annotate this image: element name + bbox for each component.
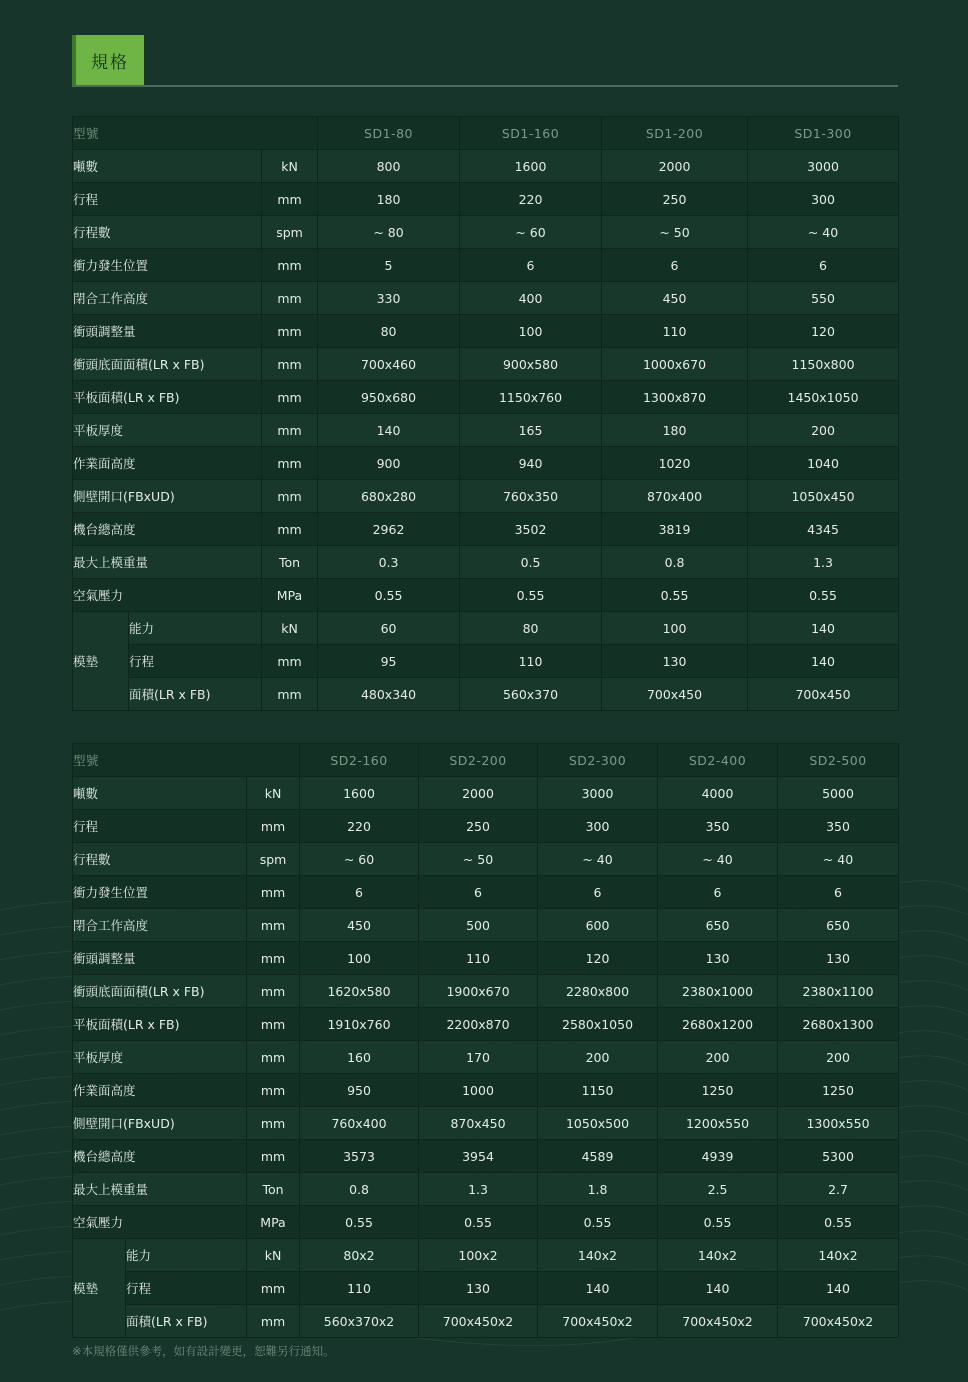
spec-value: 900 <box>318 447 460 480</box>
spec-value: 100 <box>460 315 602 348</box>
spec-label: 噸數 <box>73 150 262 183</box>
spec-unit: mm <box>262 282 318 315</box>
spec-value: 0.55 <box>748 579 899 612</box>
spec-table-sd2 <box>72 743 899 1338</box>
spec-value: 80x2 <box>300 1239 419 1272</box>
spec-value: 700x450 <box>602 678 748 711</box>
spec-label: 衝力發生位置 <box>73 249 262 282</box>
spec-value: 6 <box>538 876 658 909</box>
spec-value: 3000 <box>538 777 658 810</box>
spec-unit: mm <box>247 1074 300 1107</box>
spec-value: 130 <box>778 942 899 975</box>
spec-value: 200 <box>748 414 899 447</box>
spec-label: 平板厚度 <box>73 1041 247 1074</box>
spec-unit: mm <box>262 414 318 447</box>
spec-value: 700x450x2 <box>419 1305 538 1338</box>
table-row <box>73 414 899 447</box>
spec-value: 950 <box>300 1074 419 1107</box>
spec-unit: mm <box>262 645 318 678</box>
spec-label: 空氣壓力 <box>73 579 262 612</box>
spec-value: 950x680 <box>318 381 460 414</box>
spec-value: 1600 <box>300 777 419 810</box>
spec-value: 870x450 <box>419 1107 538 1140</box>
table-row <box>73 513 899 546</box>
spec-value: 6 <box>460 249 602 282</box>
spec-unit: Ton <box>247 1173 300 1206</box>
section-header <box>72 35 898 87</box>
sub-spec-label: 行程 <box>129 645 262 678</box>
sub-spec-label: 能力 <box>129 612 262 645</box>
spec-label: 閉合工作高度 <box>73 282 262 315</box>
spec-value: 680x280 <box>318 480 460 513</box>
spec-value: 0.55 <box>602 579 748 612</box>
spec-value: 140 <box>538 1272 658 1305</box>
table-row <box>73 777 899 810</box>
spec-value: 1050x450 <box>748 480 899 513</box>
spec-value: 80 <box>318 315 460 348</box>
spec-unit: mm <box>247 876 300 909</box>
spec-unit: Ton <box>262 546 318 579</box>
table-row <box>73 678 899 711</box>
spec-unit: spm <box>262 216 318 249</box>
sub-spec-label: 面積(LR x FB) <box>126 1305 247 1338</box>
spec-value: 3573 <box>300 1140 419 1173</box>
spec-value: 1900x670 <box>419 975 538 1008</box>
spec-value: ~ 80 <box>318 216 460 249</box>
spec-value: 300 <box>538 810 658 843</box>
spec-value: 200 <box>538 1041 658 1074</box>
spec-value: 1150x760 <box>460 381 602 414</box>
spec-unit: kN <box>247 1239 300 1272</box>
spec-value: 2.5 <box>658 1173 778 1206</box>
spec-value: 120 <box>538 942 658 975</box>
spec-value: 4000 <box>658 777 778 810</box>
table-row <box>73 282 899 315</box>
table-row <box>73 876 899 909</box>
table-row <box>73 1173 899 1206</box>
spec-label: 行程 <box>73 810 247 843</box>
spec-value: 650 <box>778 909 899 942</box>
spec-value: 170 <box>419 1041 538 1074</box>
spec-value: 5000 <box>778 777 899 810</box>
spec-value: 1150 <box>538 1074 658 1107</box>
spec-value: 1250 <box>778 1074 899 1107</box>
spec-value: 5300 <box>778 1140 899 1173</box>
model-name-header: SD1-160 <box>460 117 602 150</box>
spec-value: 0.55 <box>658 1206 778 1239</box>
table-row <box>73 150 899 183</box>
model-name-header: SD2-200 <box>419 744 538 777</box>
spec-value: 140 <box>318 414 460 447</box>
spec-value: 110 <box>419 942 538 975</box>
spec-value: 2280x800 <box>538 975 658 1008</box>
spec-unit: mm <box>247 1041 300 1074</box>
spec-value: ~ 50 <box>419 843 538 876</box>
spec-unit: mm <box>262 315 318 348</box>
spec-value: 1.3 <box>748 546 899 579</box>
table-row <box>73 480 899 513</box>
spec-value: 300 <box>748 183 899 216</box>
spec-unit: mm <box>262 513 318 546</box>
spec-value: 250 <box>419 810 538 843</box>
spec-value: 2000 <box>419 777 538 810</box>
table-row <box>73 315 899 348</box>
footnote: ※本規格僅供參考，如有設計變更，恕難另行通知。 <box>72 1344 335 1358</box>
spec-unit: mm <box>262 678 318 711</box>
table-row <box>73 942 899 975</box>
model-header-label: 型號 <box>73 117 318 150</box>
table-row <box>73 1272 899 1305</box>
spec-unit: MPa <box>247 1206 300 1239</box>
spec-value: 2200x870 <box>419 1008 538 1041</box>
spec-value: 3954 <box>419 1140 538 1173</box>
spec-value: 80 <box>460 612 602 645</box>
table-row <box>73 1107 899 1140</box>
spec-unit: mm <box>262 480 318 513</box>
spec-value: 350 <box>778 810 899 843</box>
table-row <box>73 810 899 843</box>
spec-label: 機台總高度 <box>73 1140 247 1173</box>
group-label: 模墊 <box>73 1239 126 1338</box>
table-row <box>73 975 899 1008</box>
spec-value: 700x450x2 <box>658 1305 778 1338</box>
spec-value: 200 <box>658 1041 778 1074</box>
spec-value: 2380x1000 <box>658 975 778 1008</box>
spec-value: 2380x1100 <box>778 975 899 1008</box>
spec-value: 1150x800 <box>748 348 899 381</box>
spec-label: 側壁開口(FBxUD) <box>73 480 262 513</box>
spec-value: 2000 <box>602 150 748 183</box>
spec-unit: mm <box>247 1008 300 1041</box>
table-row <box>73 1008 899 1041</box>
spec-value: 4939 <box>658 1140 778 1173</box>
spec-value: 940 <box>460 447 602 480</box>
spec-unit: mm <box>262 447 318 480</box>
spec-value: 110 <box>602 315 748 348</box>
spec-unit: mm <box>247 942 300 975</box>
table-row <box>73 843 899 876</box>
spec-value: 160 <box>300 1041 419 1074</box>
spec-value: 180 <box>602 414 748 447</box>
table-row <box>73 348 899 381</box>
spec-value: 140 <box>748 645 899 678</box>
spec-value: 2580x1050 <box>538 1008 658 1041</box>
table-header-row <box>73 117 899 150</box>
spec-value: 140 <box>658 1272 778 1305</box>
spec-value: 130 <box>658 942 778 975</box>
spec-label: 衝頭調整量 <box>73 315 262 348</box>
spec-label: 衝力發生位置 <box>73 876 247 909</box>
header-divider <box>72 85 898 87</box>
spec-value: 0.8 <box>602 546 748 579</box>
spec-value: 220 <box>300 810 419 843</box>
spec-value: 800 <box>318 150 460 183</box>
spec-value: 1040 <box>748 447 899 480</box>
table-row <box>73 546 899 579</box>
spec-value: 1910x760 <box>300 1008 419 1041</box>
sub-spec-label: 行程 <box>126 1272 247 1305</box>
spec-value: 140 <box>748 612 899 645</box>
spec-value: 0.55 <box>419 1206 538 1239</box>
spec-label: 平板厚度 <box>73 414 262 447</box>
spec-value: ~ 40 <box>658 843 778 876</box>
spec-label: 最大上模重量 <box>73 1173 247 1206</box>
spec-label: 衝頭底面面積(LR x FB) <box>73 348 262 381</box>
spec-value: 140x2 <box>658 1239 778 1272</box>
spec-unit: mm <box>247 1140 300 1173</box>
spec-label: 機台總高度 <box>73 513 262 546</box>
spec-value: 600 <box>538 909 658 942</box>
spec-value: 1.8 <box>538 1173 658 1206</box>
sub-spec-label: 能力 <box>126 1239 247 1272</box>
spec-label: 噸數 <box>73 777 247 810</box>
spec-value: 250 <box>602 183 748 216</box>
spec-value: 100 <box>300 942 419 975</box>
spec-value: 900x580 <box>460 348 602 381</box>
spec-value: 4589 <box>538 1140 658 1173</box>
model-name-header: SD1-300 <box>748 117 899 150</box>
spec-value: 6 <box>778 876 899 909</box>
table-row <box>73 909 899 942</box>
spec-value: 760x400 <box>300 1107 419 1140</box>
spec-value: 1300x550 <box>778 1107 899 1140</box>
spec-value: 2.7 <box>778 1173 899 1206</box>
model-name-header: SD2-500 <box>778 744 899 777</box>
spec-value: 330 <box>318 282 460 315</box>
spec-unit: mm <box>247 1272 300 1305</box>
spec-value: 6 <box>419 876 538 909</box>
spec-value: 4345 <box>748 513 899 546</box>
spec-value: 1000 <box>419 1074 538 1107</box>
spec-value: 560x370x2 <box>300 1305 419 1338</box>
spec-value: 560x370 <box>460 678 602 711</box>
spec-value: 550 <box>748 282 899 315</box>
spec-value: ~ 60 <box>300 843 419 876</box>
spec-unit: mm <box>247 1107 300 1140</box>
spec-value: 140x2 <box>538 1239 658 1272</box>
spec-value: 700x450x2 <box>778 1305 899 1338</box>
spec-value: 110 <box>460 645 602 678</box>
group-label: 模墊 <box>73 612 129 711</box>
spec-value: 130 <box>419 1272 538 1305</box>
spec-label: 閉合工作高度 <box>73 909 247 942</box>
spec-value: 480x340 <box>318 678 460 711</box>
sub-spec-label: 面積(LR x FB) <box>129 678 262 711</box>
spec-unit: MPa <box>262 579 318 612</box>
table-row <box>73 249 899 282</box>
table-row <box>73 1305 899 1338</box>
spec-value: 6 <box>602 249 748 282</box>
table-row <box>73 612 899 645</box>
spec-value: 120 <box>748 315 899 348</box>
spec-value: 0.55 <box>538 1206 658 1239</box>
spec-value: 130 <box>602 645 748 678</box>
spec-value: 1620x580 <box>300 975 419 1008</box>
spec-value: 870x400 <box>602 480 748 513</box>
spec-value: 100x2 <box>419 1239 538 1272</box>
spec-label: 行程 <box>73 183 262 216</box>
spec-label: 行程數 <box>73 216 262 249</box>
spec-value: 0.55 <box>300 1206 419 1239</box>
spec-value: 2680x1300 <box>778 1008 899 1041</box>
spec-unit: mm <box>247 1305 300 1338</box>
spec-value: 1250 <box>658 1074 778 1107</box>
spec-value: 700x450x2 <box>538 1305 658 1338</box>
spec-value: 1.3 <box>419 1173 538 1206</box>
spec-value: 1450x1050 <box>748 381 899 414</box>
spec-label: 側壁開口(FBxUD) <box>73 1107 247 1140</box>
spec-value: 6 <box>658 876 778 909</box>
spec-value: 3819 <box>602 513 748 546</box>
spec-value: 95 <box>318 645 460 678</box>
spec-value: 650 <box>658 909 778 942</box>
spec-unit: mm <box>262 348 318 381</box>
spec-value: 3502 <box>460 513 602 546</box>
spec-value: 1000x670 <box>602 348 748 381</box>
spec-label: 衝頭底面面積(LR x FB) <box>73 975 247 1008</box>
spec-value: 760x350 <box>460 480 602 513</box>
spec-value: 5 <box>318 249 460 282</box>
spec-unit: kN <box>262 612 318 645</box>
spec-value: 110 <box>300 1272 419 1305</box>
model-name-header: SD1-200 <box>602 117 748 150</box>
spec-value: 1050x500 <box>538 1107 658 1140</box>
spec-label: 作業面高度 <box>73 447 262 480</box>
spec-value: 700x450 <box>748 678 899 711</box>
spec-value: 6 <box>300 876 419 909</box>
spec-value: 2680x1200 <box>658 1008 778 1041</box>
spec-value: 350 <box>658 810 778 843</box>
table-header-row <box>73 744 899 777</box>
spec-label: 平板面積(LR x FB) <box>73 381 262 414</box>
spec-value: 140x2 <box>778 1239 899 1272</box>
spec-value: 220 <box>460 183 602 216</box>
spec-value: 1300x870 <box>602 381 748 414</box>
spec-unit: mm <box>262 249 318 282</box>
spec-value: 0.55 <box>460 579 602 612</box>
table-row <box>73 1206 899 1239</box>
spec-unit: spm <box>247 843 300 876</box>
spec-label: 衝頭調整量 <box>73 942 247 975</box>
spec-value: 180 <box>318 183 460 216</box>
spec-unit: kN <box>262 150 318 183</box>
spec-value: 450 <box>300 909 419 942</box>
model-name-header: SD2-400 <box>658 744 778 777</box>
table-row <box>73 579 899 612</box>
spec-label: 平板面積(LR x FB) <box>73 1008 247 1041</box>
spec-value: ~ 40 <box>538 843 658 876</box>
spec-value: 60 <box>318 612 460 645</box>
spec-value: 0.55 <box>318 579 460 612</box>
spec-value: 700x460 <box>318 348 460 381</box>
spec-label: 行程數 <box>73 843 247 876</box>
table-row <box>73 1074 899 1107</box>
spec-label: 空氣壓力 <box>73 1206 247 1239</box>
spec-value: 500 <box>419 909 538 942</box>
spec-value: 140 <box>778 1272 899 1305</box>
spec-value: 6 <box>748 249 899 282</box>
spec-value: 1600 <box>460 150 602 183</box>
spec-value: 0.3 <box>318 546 460 579</box>
spec-value: ~ 60 <box>460 216 602 249</box>
spec-unit: mm <box>247 909 300 942</box>
table-row <box>73 381 899 414</box>
spec-value: 0.5 <box>460 546 602 579</box>
table-row <box>73 645 899 678</box>
spec-value: ~ 40 <box>748 216 899 249</box>
table-row <box>73 1041 899 1074</box>
spec-value: 400 <box>460 282 602 315</box>
spec-value: 1200x550 <box>658 1107 778 1140</box>
spec-unit: kN <box>247 777 300 810</box>
model-name-header: SD2-160 <box>300 744 419 777</box>
spec-value: ~ 50 <box>602 216 748 249</box>
spec-value: 2962 <box>318 513 460 546</box>
table-row <box>73 216 899 249</box>
spec-unit: mm <box>262 381 318 414</box>
section-title: 規格 <box>72 35 144 85</box>
spec-value: 165 <box>460 414 602 447</box>
model-name-header: SD2-300 <box>538 744 658 777</box>
spec-value: 3000 <box>748 150 899 183</box>
spec-unit: mm <box>262 183 318 216</box>
spec-label: 作業面高度 <box>73 1074 247 1107</box>
spec-value: 0.8 <box>300 1173 419 1206</box>
spec-unit: mm <box>247 975 300 1008</box>
spec-value: 1020 <box>602 447 748 480</box>
spec-unit: mm <box>247 810 300 843</box>
spec-value: 450 <box>602 282 748 315</box>
table-row <box>73 183 899 216</box>
table-row <box>73 1239 899 1272</box>
spec-table-sd1 <box>72 116 899 711</box>
table-row <box>73 447 899 480</box>
spec-value: 0.55 <box>778 1206 899 1239</box>
table-row <box>73 1140 899 1173</box>
model-name-header: SD1-80 <box>318 117 460 150</box>
spec-value: 200 <box>778 1041 899 1074</box>
spec-label: 最大上模重量 <box>73 546 262 579</box>
spec-value: 100 <box>602 612 748 645</box>
spec-value: ~ 40 <box>778 843 899 876</box>
model-header-label: 型號 <box>73 744 300 777</box>
